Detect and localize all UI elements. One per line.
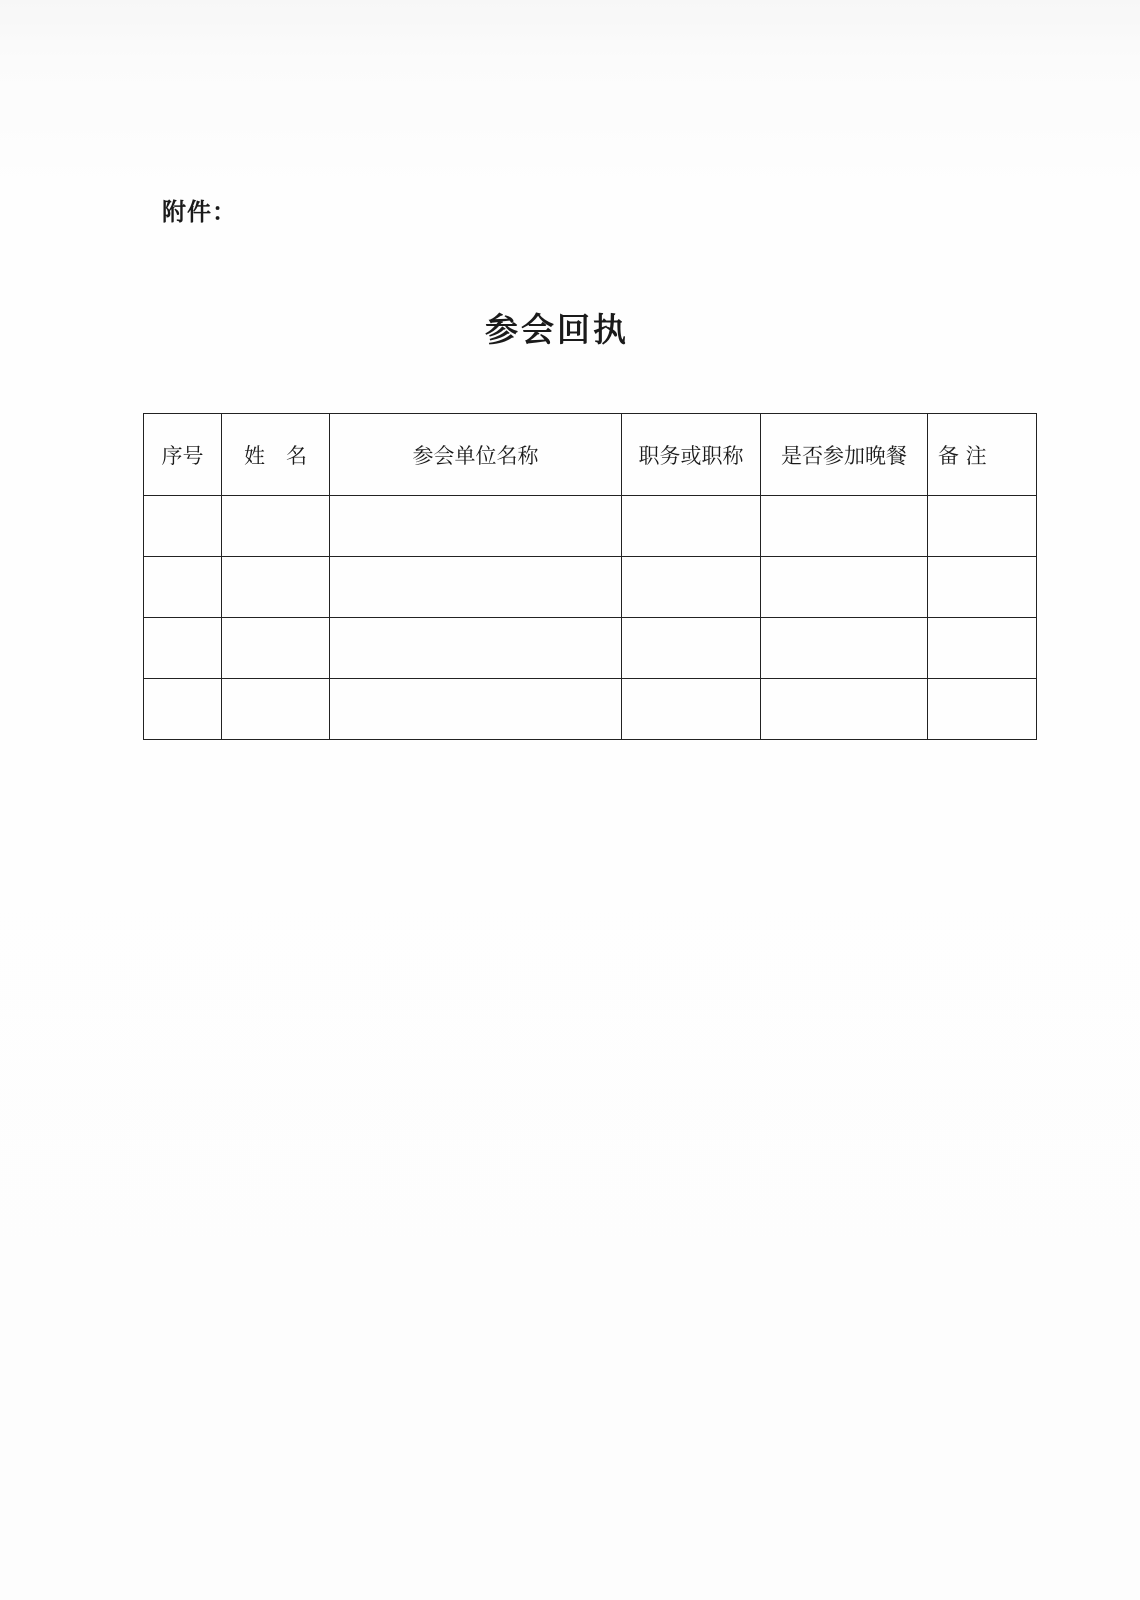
- header-serial-number: 序号: [144, 414, 222, 496]
- cell-name[interactable]: [222, 679, 330, 740]
- header-name: 姓 名: [222, 414, 330, 496]
- table-row: [144, 679, 1037, 740]
- cell-name[interactable]: [222, 618, 330, 679]
- cell-position[interactable]: [622, 618, 761, 679]
- table-header-row: [144, 414, 1037, 496]
- cell-organization[interactable]: [330, 679, 622, 740]
- attachment-label: 附件：: [162, 198, 237, 226]
- reply-form-table: [143, 413, 1037, 740]
- cell-position[interactable]: [622, 557, 761, 618]
- cell-remarks[interactable]: [928, 679, 1037, 740]
- page-title: 参会回执: [485, 310, 629, 349]
- cell-attend-dinner[interactable]: [761, 557, 928, 618]
- header-organization: 参会单位名称: [330, 414, 622, 496]
- cell-remarks[interactable]: [928, 557, 1037, 618]
- table-row: [144, 496, 1037, 557]
- cell-name[interactable]: [222, 496, 330, 557]
- header-remarks: 备 注: [928, 414, 1037, 496]
- cell-serial-number[interactable]: [144, 496, 222, 557]
- cell-organization[interactable]: [330, 557, 622, 618]
- cell-serial-number[interactable]: [144, 679, 222, 740]
- header-position: 职务或职称: [622, 414, 761, 496]
- table-row: [144, 618, 1037, 679]
- cell-position[interactable]: [622, 679, 761, 740]
- cell-attend-dinner[interactable]: [761, 679, 928, 740]
- cell-organization[interactable]: [330, 496, 622, 557]
- cell-attend-dinner[interactable]: [761, 496, 928, 557]
- cell-remarks[interactable]: [928, 618, 1037, 679]
- cell-remarks[interactable]: [928, 496, 1037, 557]
- cell-serial-number[interactable]: [144, 557, 222, 618]
- cell-attend-dinner[interactable]: [761, 618, 928, 679]
- table-row: [144, 557, 1037, 618]
- header-attend-dinner: 是否参加晚餐: [761, 414, 928, 496]
- cell-serial-number[interactable]: [144, 618, 222, 679]
- cell-organization[interactable]: [330, 618, 622, 679]
- cell-position[interactable]: [622, 496, 761, 557]
- cell-name[interactable]: [222, 557, 330, 618]
